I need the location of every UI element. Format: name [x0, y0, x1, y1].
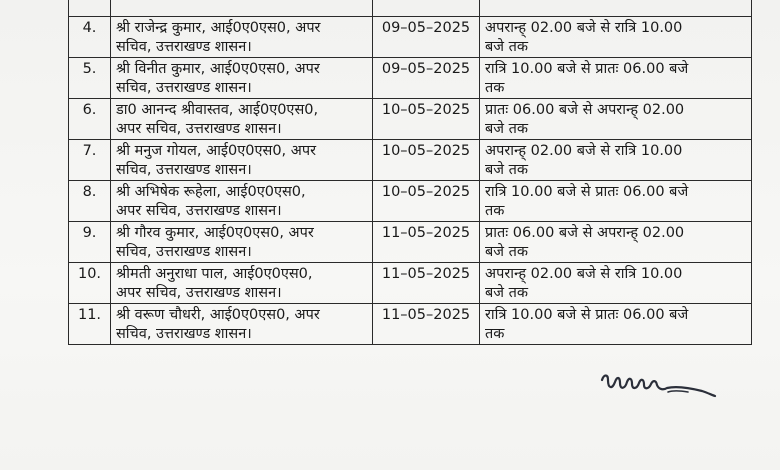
officer-line: श्री वरूण चौधरी, आई0ए0एस0, अपर	[116, 307, 320, 323]
date-cell: 11–05–2025	[373, 304, 480, 345]
date-cell: 09–05–2025	[373, 58, 480, 99]
officer-line: सचिव, उत्तराखण्ड शासन।	[116, 244, 252, 260]
time-cell	[480, 263, 752, 304]
time-line: अपरान्ह् 02.00 बजे से रात्रि 10.00	[485, 143, 683, 159]
date-cell: 10–05–2025	[373, 181, 480, 222]
time-line: प्रातः 06.00 बजे से अपरान्ह् 02.00	[485, 225, 685, 241]
date-cell	[373, 0, 480, 17]
serial-number-cell: 5.	[69, 58, 111, 99]
table-row	[69, 17, 752, 58]
officer-line: श्री गौरव कुमार, आई0ए0एस0, अपर	[116, 225, 314, 241]
duty-roster-table	[68, 0, 752, 345]
time-line: बजे तक	[485, 285, 529, 301]
table-row	[69, 181, 752, 222]
time-line: बजे तक	[485, 39, 529, 55]
table-row	[69, 99, 752, 140]
officer-line: श्रीमती अनुराधा पाल, आई0ए0एस0,	[116, 266, 313, 282]
date-cell: 11–05–2025	[373, 263, 480, 304]
officer-line: सचिव, उत्तराखण्ड शासन।	[116, 80, 252, 96]
officer-cell	[111, 0, 373, 17]
serial-number-cell: 4.	[69, 17, 111, 58]
officer-line: श्री अभिषेक रूहेला, आई0ए0एस0,	[116, 184, 306, 200]
table-row	[69, 58, 752, 99]
time-line: तक	[485, 80, 505, 96]
table-row	[69, 0, 752, 17]
time-cell	[480, 140, 752, 181]
time-line: रात्रि 10.00 बजे से प्रातः 06.00 बजे	[485, 184, 689, 200]
table-row	[69, 304, 752, 345]
table-row	[69, 140, 752, 181]
officer-line: श्री राजेन्द्र कुमार, आई0ए0एस0, अपर	[116, 20, 321, 36]
date-cell: 11–05–2025	[373, 222, 480, 263]
officer-cell	[111, 222, 373, 263]
time-line: अपरान्ह् 02.00 बजे से रात्रि 10.00	[485, 20, 683, 36]
time-cell	[480, 58, 752, 99]
table-row	[69, 222, 752, 263]
serial-number-cell: 9.	[69, 222, 111, 263]
date-cell: 10–05–2025	[373, 140, 480, 181]
time-line: बजे तक	[485, 162, 529, 178]
time-cell	[480, 181, 752, 222]
officer-cell	[111, 263, 373, 304]
officer-cell	[111, 58, 373, 99]
officer-line: अपर सचिव, उत्तराखण्ड शासन।	[116, 203, 282, 219]
officer-line: सचिव, उत्तराखण्ड शासन।	[116, 162, 252, 178]
officer-line: सचिव, उत्तराखण्ड शासन।	[116, 39, 252, 55]
serial-number-cell: 8.	[69, 181, 111, 222]
officer-line: श्री विनीत कुमार, आई0ए0एस0, अपर	[116, 61, 320, 77]
officer-cell	[111, 17, 373, 58]
time-line: बजे तक	[485, 121, 529, 137]
officer-line: अपर सचिव, उत्तराखण्ड शासन।	[116, 121, 282, 137]
date-cell: 10–05–2025	[373, 99, 480, 140]
time-cell	[480, 222, 752, 263]
time-line: बजे तक	[485, 244, 529, 260]
officer-cell	[111, 99, 373, 140]
signature-image	[598, 368, 720, 402]
time-line: अपरान्ह् 02.00 बजे से रात्रि 10.00	[485, 266, 683, 282]
time-cell	[480, 0, 752, 17]
time-line: रात्रि 10.00 बजे से प्रातः 06.00 बजे	[485, 61, 689, 77]
officer-line: डा0 आनन्द श्रीवास्तव, आई0ए0एस0,	[116, 102, 319, 118]
officer-line: श्री मनुज गोयल, आई0ए0एस0, अपर	[116, 143, 317, 159]
serial-number-cell: 7.	[69, 140, 111, 181]
date-cell: 09–05–2025	[373, 17, 480, 58]
time-cell	[480, 304, 752, 345]
table-row	[69, 263, 752, 304]
time-line: तक	[485, 203, 505, 219]
time-cell	[480, 17, 752, 58]
serial-number-cell: 11.	[69, 304, 111, 345]
serial-number-cell: 6.	[69, 99, 111, 140]
time-line: तक	[485, 326, 505, 342]
officer-cell	[111, 304, 373, 345]
time-line: प्रातः 06.00 बजे से अपरान्ह् 02.00	[485, 102, 685, 118]
officer-cell	[111, 140, 373, 181]
serial-number-cell	[69, 0, 111, 17]
officer-line: सचिव, उत्तराखण्ड शासन।	[116, 326, 252, 342]
officer-cell	[111, 181, 373, 222]
serial-number-cell: 10.	[69, 263, 111, 304]
time-cell	[480, 99, 752, 140]
time-line: रात्रि 10.00 बजे से प्रातः 06.00 बजे	[485, 307, 689, 323]
officer-line: अपर सचिव, उत्तराखण्ड शासन।	[116, 285, 282, 301]
